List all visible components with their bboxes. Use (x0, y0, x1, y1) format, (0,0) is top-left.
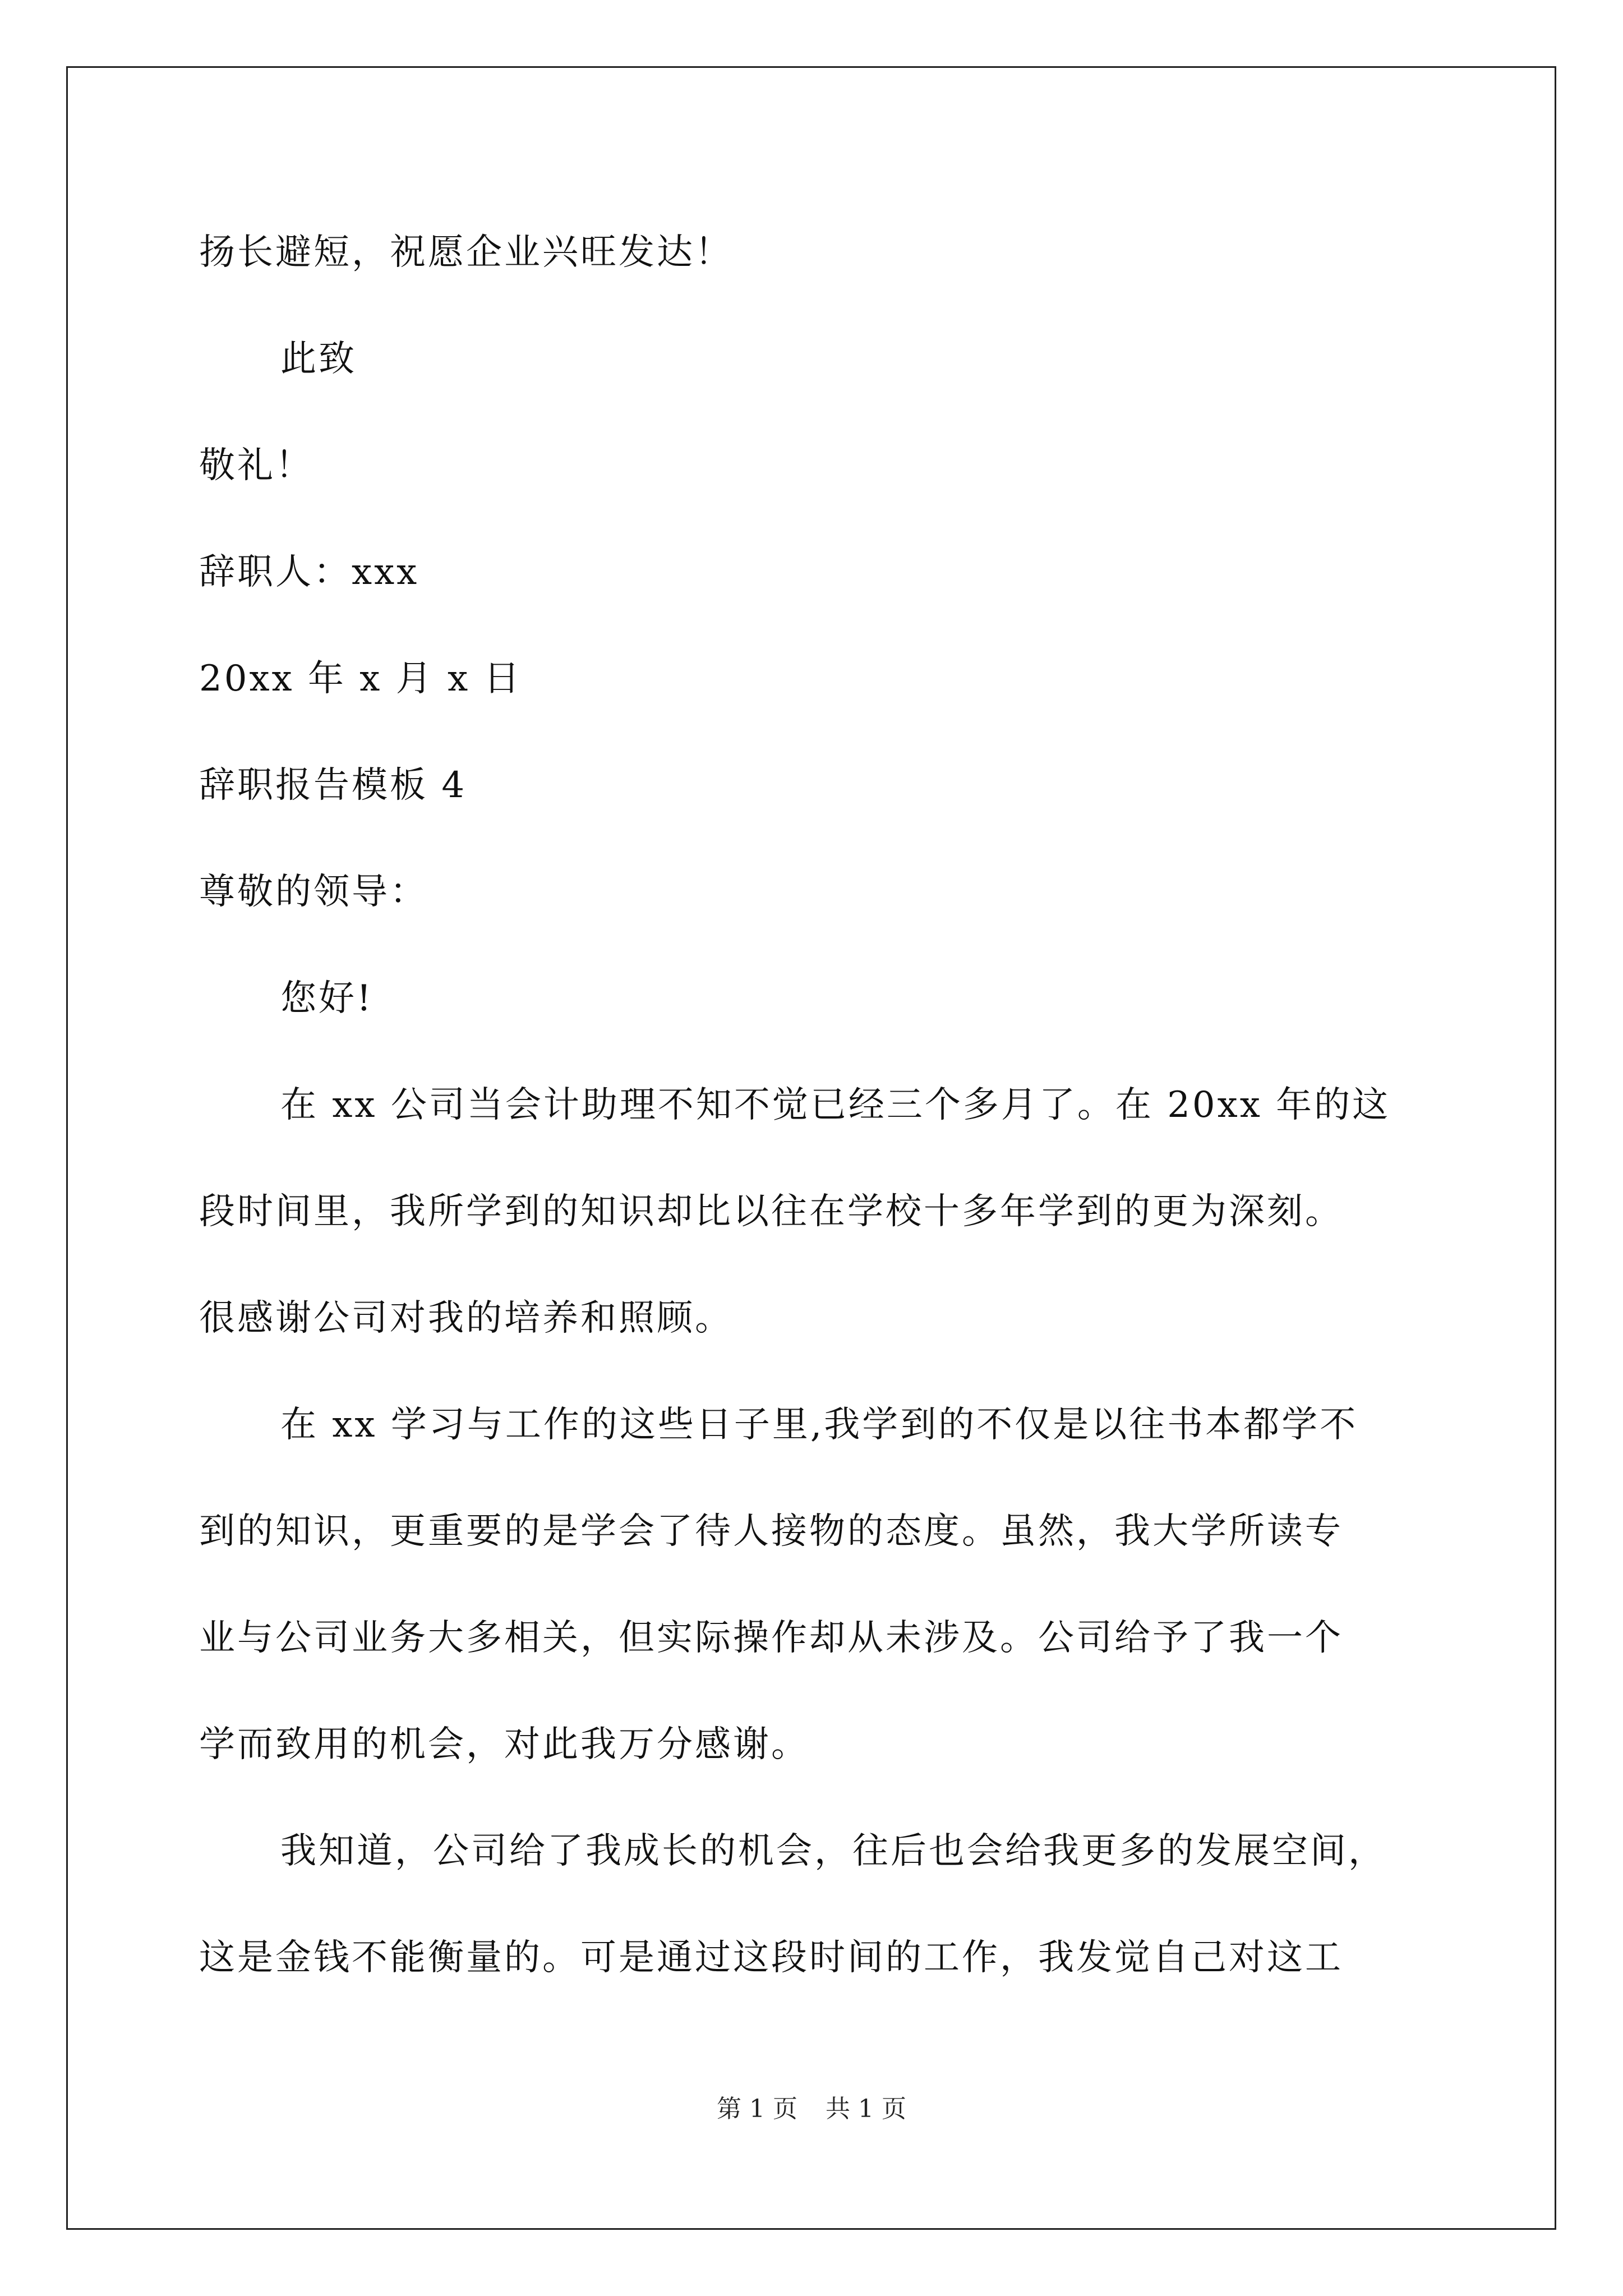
letter-hello: 您好! (280, 978, 374, 1019)
paragraph-3-line-1: 我知道，公司给了我成长的机会，往后也会给我更多的发展空间， (280, 1830, 1386, 1872)
page-border (66, 66, 1556, 2230)
page-number: 第 1 页 (717, 2095, 797, 2123)
salutation-cizhi: 此致 (280, 338, 357, 380)
paragraph-2-line-1: 在 xx 学习与工作的这些日子里,我学到的不仅是以往书本都学不 (280, 1404, 1358, 1446)
salutation-jingli: 敬礼！ (199, 445, 313, 486)
paragraph-1-line-1: 在 xx 公司当会计助理不知不觉已经三个多月了。在 20xx 年的这 (280, 1084, 1391, 1126)
paragraph-3-line-2: 这是金钱不能衡量的。可是通过这段时间的工作，我发觉自己对这工 (199, 1937, 1343, 1978)
paragraph-1-line-3: 很感谢公司对我的培养和照顾。 (199, 1297, 733, 1339)
letter-greeting: 尊敬的领导： (199, 871, 428, 913)
closing-wish-line: 扬长避短，祝愿企业兴旺发达！ (199, 232, 733, 273)
section-heading: 辞职报告模板 4 (199, 765, 467, 806)
paragraph-1-line-2: 段时间里，我所学到的知识却比以往在学校十多年学到的更为深刻。 (199, 1191, 1343, 1232)
paragraph-2-line-4: 学而致用的机会，对此我万分感谢。 (199, 1724, 809, 1765)
paragraph-2-line-3: 业与公司业务大多相关，但实际操作却从未涉及。公司给予了我一个 (199, 1617, 1343, 1659)
page-total: 共 1 页 (826, 2095, 906, 2123)
paragraph-2-line-2: 到的知识，更重要的是学会了待人接物的态度。虽然，我大学所读专 (199, 1511, 1343, 1552)
signature-resigner: 辞职人：xxx (199, 551, 419, 593)
page-footer (0, 2093, 1623, 2125)
signature-date: 20xx 年 x 月 x 日 (199, 658, 522, 700)
